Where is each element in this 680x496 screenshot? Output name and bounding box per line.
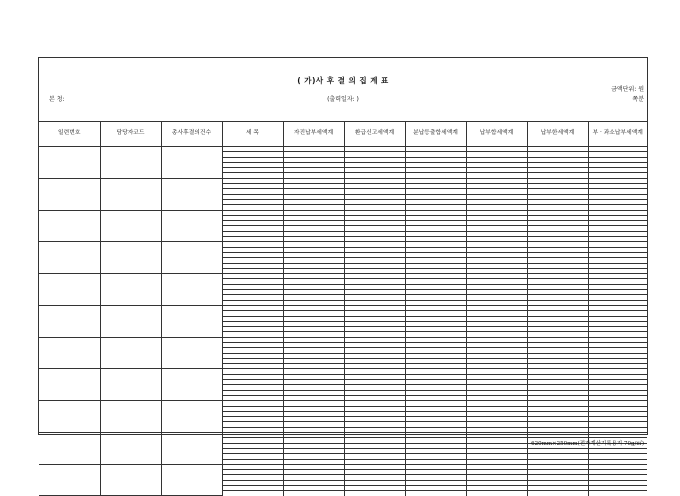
total-count-cell [161,274,222,306]
serial-cell [39,337,100,369]
total-count-cell [161,242,222,274]
form-title: ( 가)사 후 결 의 집 계 표 [297,76,389,85]
serial-cell [39,147,100,179]
serial-cell [39,401,100,433]
form-sheet [38,57,648,435]
col-header-refund-report: 환급신고세액계 [344,122,405,147]
serial-cell [39,178,100,210]
officer-code-cell [100,274,161,306]
col-header-underpayment: 부 · 과소납부세액계 [588,122,647,147]
col-header-tax-item: 세 목 [222,122,283,147]
serial-cell [39,433,100,465]
serial-cell [39,305,100,337]
currency-unit-label: 금액단위: 원 [611,86,644,93]
total-count-cell [161,178,222,210]
serial-cell [39,464,100,495]
officer-code-cell [100,178,161,210]
underpayment-cell [588,491,647,496]
refund-report-cell [344,491,405,496]
col-header-paid-total: 납부한세액계 [527,122,588,147]
table-header-row [39,122,647,147]
serial-cell [39,369,100,401]
officer-code-cell [100,401,161,433]
installment-cell [405,491,466,496]
col-header-officer-code: 담당자코드 [100,122,161,147]
officer-code-cell [100,305,161,337]
total-count-cell [161,401,222,433]
officer-code-cell [100,337,161,369]
serial-cell [39,274,100,306]
payment-total-cell [466,491,527,496]
output-date-label: (출력일자: ) [327,96,359,103]
paid-total-cell [527,491,588,496]
officer-code-cell [100,147,161,179]
col-header-total-count: 총사후결의건수 [161,122,222,147]
officer-code-cell [100,242,161,274]
voluntary-payment-cell [283,491,344,496]
total-count-cell [161,369,222,401]
col-header-voluntary-payment: 자진납부세액계 [283,122,344,147]
total-count-cell [161,147,222,179]
officer-code-cell [100,433,161,465]
total-count-cell [161,433,222,465]
officer-code-cell [100,369,161,401]
officer-code-cell [100,464,161,495]
total-count-cell [161,337,222,369]
col-header-payment-total: 납부합세액계 [466,122,527,147]
serial-cell [39,210,100,242]
paper-spec-note: 620mm×250mm(전자계산기록용지 70g/㎡) [531,441,644,447]
serial-cell [39,242,100,274]
total-count-cell [161,305,222,337]
total-count-cell [161,464,222,495]
total-count-cell [161,210,222,242]
tax-item-cell [222,491,283,496]
col-header-installment: 분납등출합세액계 [405,122,466,147]
page-label: 쪽분 [632,96,644,103]
col-header-serial: 일련번호 [39,122,100,147]
headquarters-label: 본 청: [49,96,65,103]
officer-code-cell [100,210,161,242]
